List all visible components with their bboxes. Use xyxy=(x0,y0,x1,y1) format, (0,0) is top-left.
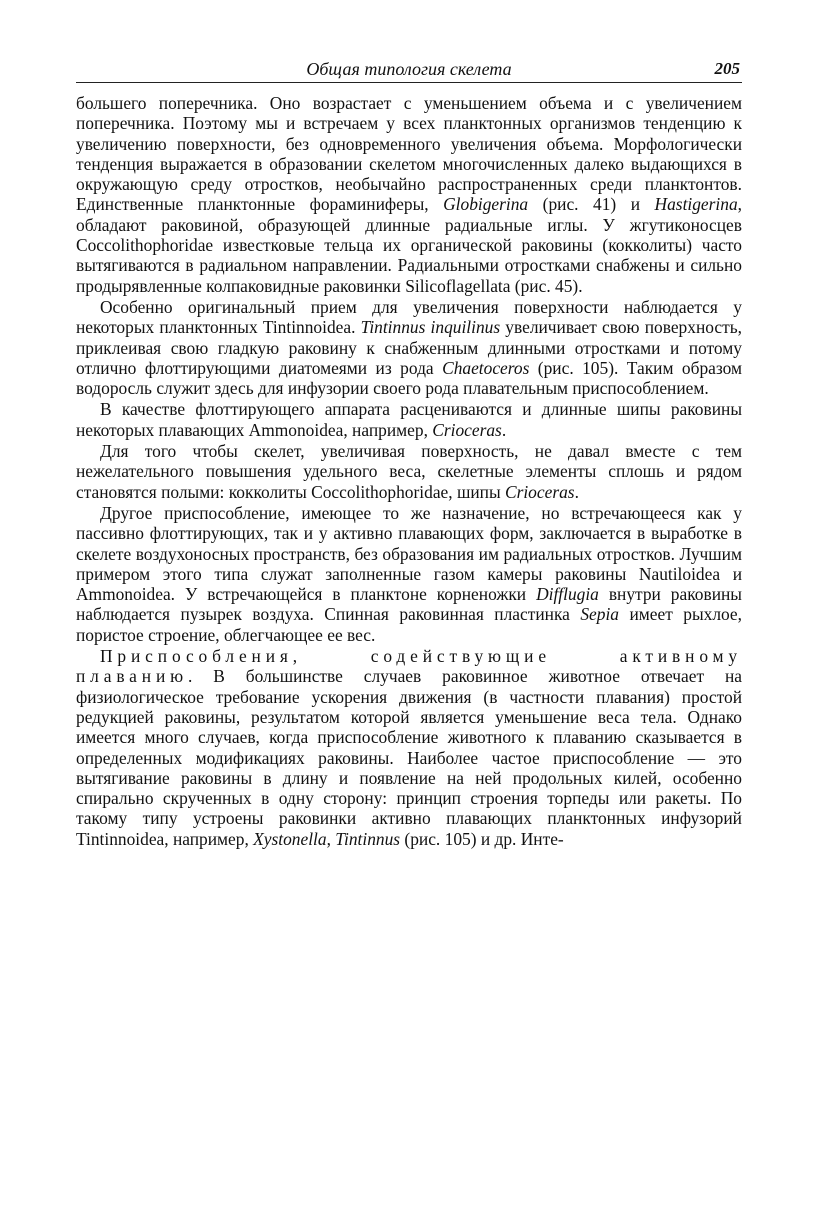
text-run: , xyxy=(326,828,336,849)
text-run: . В большинстве случаев раковинное животное отвечает на физиологическое требование ускорения движения (в частности плавания) простой редукцией раковины, результатом которой является уменьшение веса тела. Однако имеется много случаев, когда приспособление животного к плаванию сказывается в определенных модификациях раковины. Наиболее частое приспособление — это вытягивание раковины в длину и появление на ней продольных килей, особенно спирально скрученных в одну сторону: принцип строения торпеды или ракеты. По такому типу устроены раковинки активно плавающих планктонных инфузорий Tintinnoidea, например, xyxy=(76,666,742,849)
text-run: Для того чтобы скелет, увеличивая поверхность, не давал вместе с тем нежелательного повышения удельного веса, скелетные элементы сплошь и рядом становятся полыми: кокколиты Coccolithophoridae, шипы xyxy=(76,441,742,502)
italic-term: Crioceras xyxy=(504,481,575,502)
paragraph xyxy=(76,441,742,502)
italic-term: Tintinnus xyxy=(335,828,401,849)
text-run: (рис. 105). Таким образом водоросль служит здесь для инфузории своего рода плавательным приспособлением. xyxy=(76,357,743,399)
body-text xyxy=(76,93,742,849)
text-run: имеет рыхлое, пористое строение, облегчающее ее вес. xyxy=(76,604,742,645)
italic-term: Crioceras xyxy=(432,419,502,440)
text-run: Другое приспособление, имеющее то же назначение, но встречающееся как у пассивно флоттирующих, так и у активно плавающих форм, заключается в выработке в скелете воздухоносных пространств, без образования им радиальных отростков. Лучшим примером этого типа служат заполненные газом камеры раковины Nautiloidea и Ammonoidea. У встречающейся в планктоне корненожки xyxy=(76,502,742,605)
italic-term: Tintinnus inquilinus xyxy=(360,317,501,338)
text-run: . xyxy=(501,419,507,440)
italic-term: Sepia xyxy=(580,604,619,625)
text-run: внутри раковины наблюдается пузырек воздуха. Спинная раковинная пластинка xyxy=(76,584,742,625)
italic-term: Chaetoceros xyxy=(442,357,530,378)
text-run: , обладают раковиной, образующей длинные радиальные иглы. У жгутиконосцев Coccolithophoridae известковые тельца их органической раковины (кокколиты) часто вытягиваются в радиальном направлении. Радиальными отростками снабжены и сильно продырявленные колпаковидные раковинки Silicoflagellata (рис. 45). xyxy=(76,194,742,296)
paragraph xyxy=(76,399,742,440)
text-run: В качестве флоттирующего аппарата расцениваются и длинные шипы раковины некоторых плавающих Ammonoidea, например, xyxy=(76,399,742,440)
book-page xyxy=(76,56,742,849)
running-header xyxy=(76,56,742,83)
text-run: большего поперечника. Оно возрастает с уменьшением объема и с увеличением поперечника. Поэтому мы и встречаем у всех планктонных организмов тенденцию к увеличению поверхности, без одновременного увеличения объема. Морфологически тенденция выражается в образовании скелетом многочисленных далеко выдающихся в окружающую среду отростков, необычайно распространенных среди планктонтов. Единственные планктонные фораминиферы, xyxy=(76,93,742,215)
paragraph xyxy=(76,646,742,849)
paragraph xyxy=(76,93,742,296)
text-run: . xyxy=(574,481,579,502)
paragraph xyxy=(76,297,742,398)
text-run: увеличивает свою поверхность, приклеивая свою гладкую раковину к снабженным длинными отростками и потому отлично флоттирующими диатомеями из рода xyxy=(76,317,742,378)
spaced-heading: Приспособления, содействующие активному плаванию xyxy=(76,646,742,687)
italic-term: Difflugia xyxy=(536,584,599,605)
italic-term: Xystonella xyxy=(253,828,327,849)
paragraph xyxy=(76,503,742,645)
italic-term: Globigerina xyxy=(443,194,529,215)
running-head-title: Общая типология скелета xyxy=(306,59,512,79)
text-run: (рис. 41) и xyxy=(528,194,655,215)
text-run: Особенно оригинальный прием для увеличения поверхности наблюдается у некоторых планктонных Tintinnoidea. xyxy=(76,296,742,338)
italic-term: Hastigerina xyxy=(654,194,738,215)
text-run: (рис. 105) и др. Инте- xyxy=(400,828,564,849)
page-number: 205 xyxy=(714,59,740,78)
